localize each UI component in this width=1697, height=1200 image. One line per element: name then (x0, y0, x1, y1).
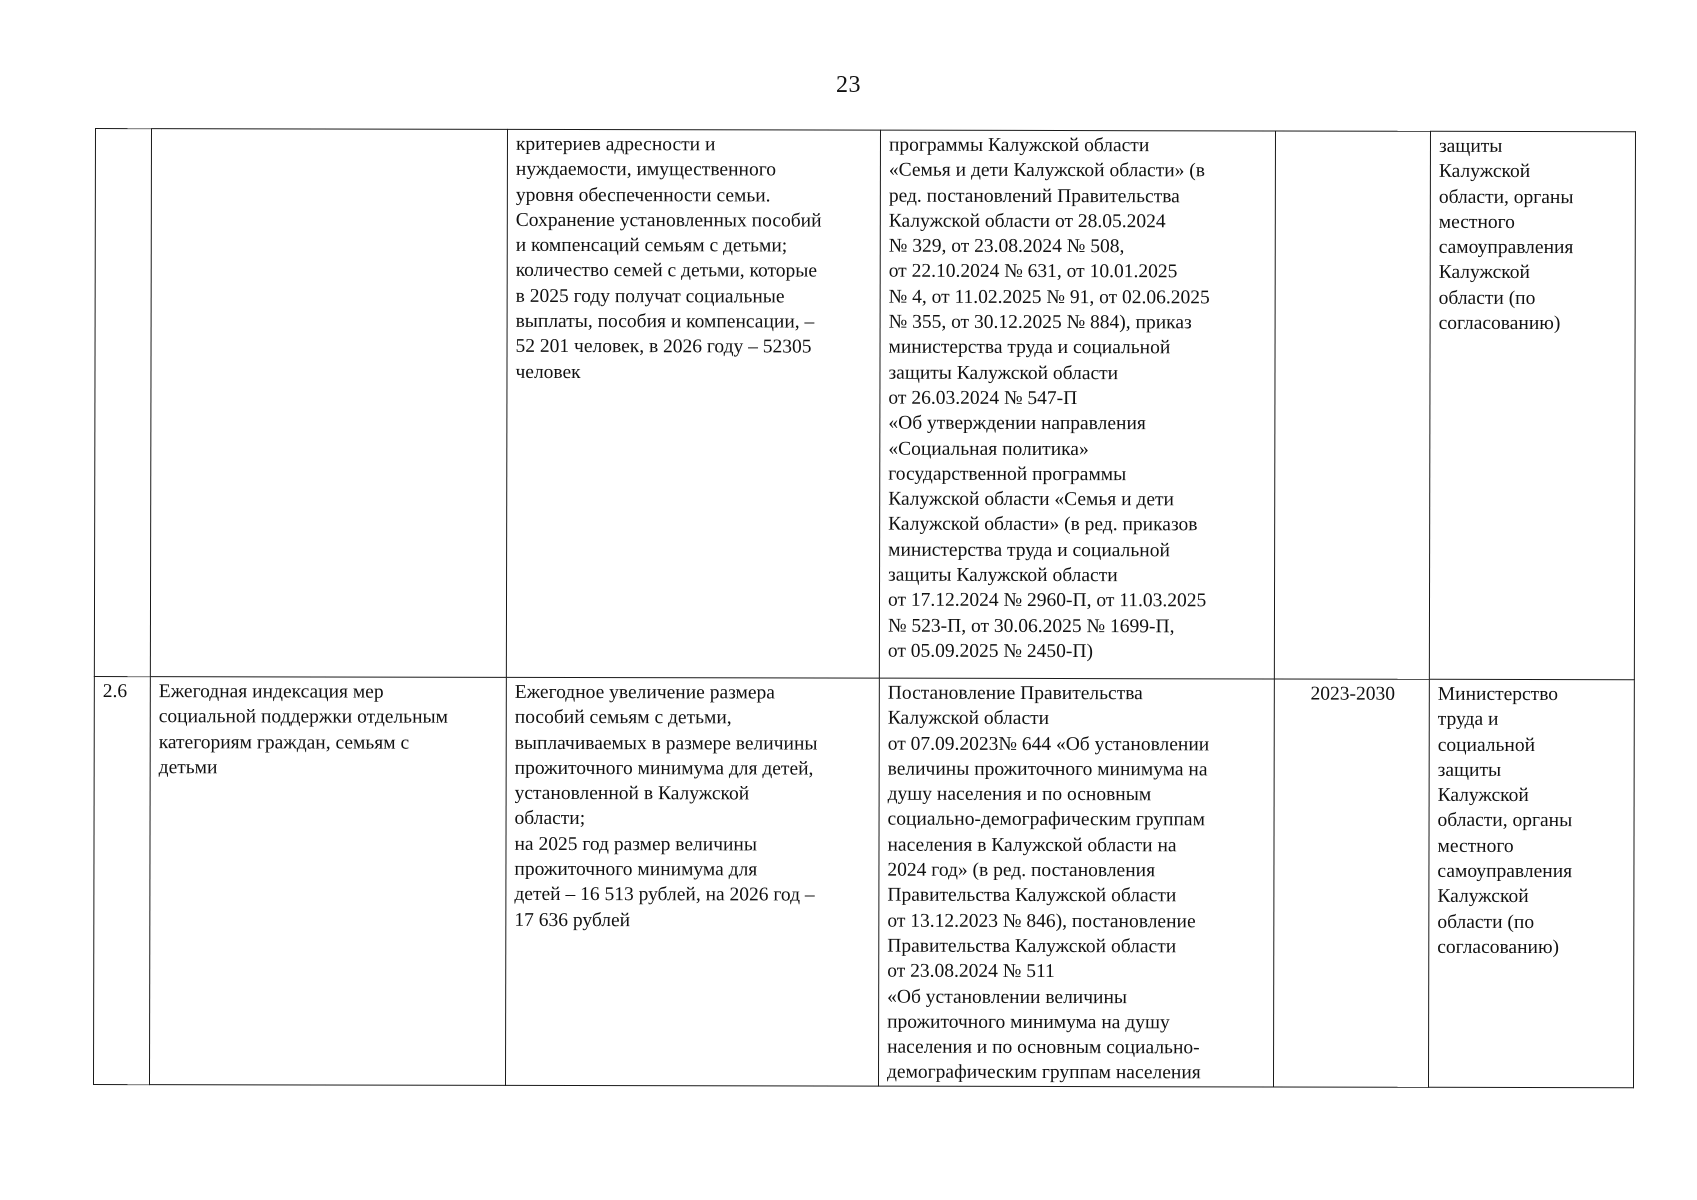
cell-executor: Министерство труда и социальной защиты Калужской области, органы местного самоуправления Калужской области (по согласованию) (1428, 679, 1634, 1087)
table-row (93, 676, 1634, 1087)
cell-executor: защиты Калужской области, органы местного самоуправления Калужской области (по согласованию) (1429, 131, 1635, 679)
cell-period (1274, 131, 1430, 679)
cell-measure: Ежегодная индексация мер социальной поддержки отдельным категориям граждан, семьям с детьми (149, 677, 506, 1085)
cell-number: 2.6 (93, 676, 150, 1084)
cell-measure (150, 129, 507, 678)
measures-table (93, 128, 1636, 1088)
table-row (94, 129, 1635, 680)
cell-number (94, 129, 151, 677)
cell-legal-basis: Постановление Правительства Калужской области от 07.09.2023№ 644 «Об установлении величины прожиточного минимума на душу населения и по основным социально-демографическим группам населения в Калужской области на 2024 год» (в ред. постановления Правительства Калужской области от 13.12.2023 № 846), постановление Правительства Калужской области от 23.08.2024 № 511 «Об установлении величины прожиточного минимума на душу населения и по основным социально- демографическим группам населения (878, 678, 1274, 1087)
cell-result: Ежегодное увеличение размера пособий семьям с детьми, выплачиваемых в размере величины прожиточного минимума для детей, установленной в Калужской области; на 2025 год размер величины прожиточного минимума для детей – 16 513 рублей, на 2026 год – 17 636 рублей (505, 677, 879, 1086)
cell-legal-basis: программы Калужской области «Семья и дети Калужской области» (в ред. постановлений Правительства Калужской области от 28.05.2024 № 329, от 23.08.2024 № 508, от 22.10.2024 № 631, от 10.01.2025 № 4, от 11.02.2025 № 91, от 02.06.2025 № 355, от 30.12.2025 № 884), приказ министерства труда и социальной защиты Калужской области от 26.03.2024 № 547-П «Об утверждении направления «Социальная политика» государственной программы Калужской области «Семья и дети Калужской области» (в ред. приказов министерства труда и социальной защиты Калужской области от 17.12.2024 № 2960-П, от 11.03.2025 № 523-П, от 30.06.2025 № 1699-П, от 05.09.2025 № 2450-П) (879, 130, 1275, 679)
page-number: 23 (836, 72, 861, 98)
cell-result: критериев адресности и нуждаемости, имущественного уровня обеспеченности семьи. Сохранение установленных пособий и компенсаций семьям с детьми; количество семей с детьми, которые в 2025 году получат социальные выплаты, пособия и компенсации, – 52 201 человек, в 2026 году – 52305 человек (506, 129, 880, 678)
cell-period: 2023-2030 (1273, 679, 1429, 1087)
